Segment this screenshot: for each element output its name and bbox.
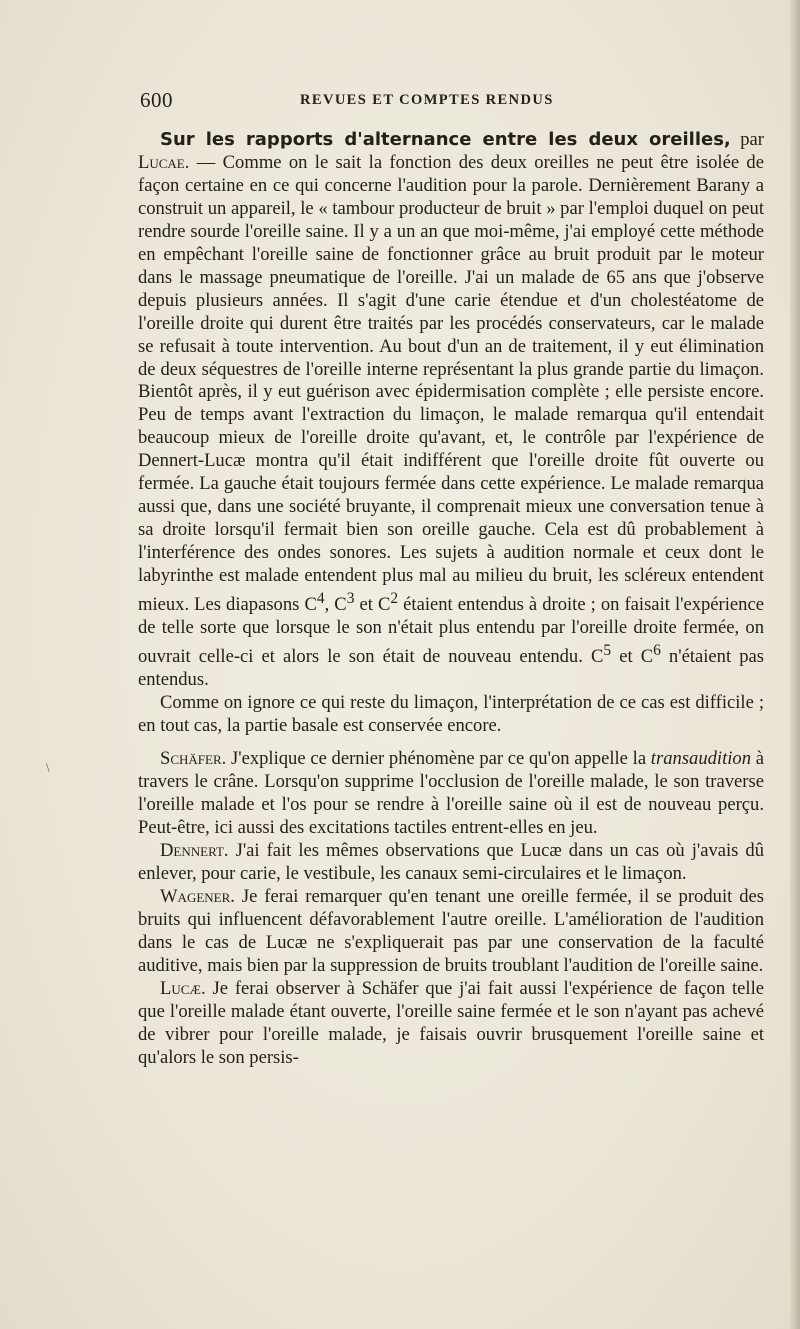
paragraph-schafer — [138, 748, 764, 840]
speaker-name: Schäfer. — [160, 748, 227, 770]
sep-comma: , — [324, 594, 330, 616]
article-title: Sur les rapports d'alternance entre les deux oreilles, — [160, 129, 731, 150]
speaker-text: à travers le crâne. Lorsqu'on supprime l'occlusion de l'oreille malade, le son traverse l'oreille malade et l'os pour se rendre à l'oreille saine où il est de nouveau perçu. Peut-être, ici aussi des excitations tactiles entrent-elles en jeu. — [138, 748, 764, 839]
speaker-text: J'explique ce dernier phénomène par ce qu'on appelle la — [231, 748, 647, 770]
running-head: REVUES ET COMPTES RENDUS — [300, 92, 554, 108]
body-text — [138, 129, 764, 1070]
paragraph-wagener — [138, 886, 764, 978]
paragraph-dennert — [138, 840, 764, 886]
article-author: Lucae. — [138, 151, 190, 173]
sep-and-2: et — [619, 646, 633, 668]
paragraph-interpretation: Comme on ignore ce qui reste du limaçon, l'interprétation de ce cas est difficile ; en tout cas, la partie basale est conservée encore. — [138, 692, 764, 737]
article-by: par — [740, 129, 764, 150]
speaker-text: J'ai fait les mêmes observations que Lucæ dans un cas où j'avais dû enlever, pour carie, le vestibule, les canaux semi-circulaires et le limaçon. — [138, 839, 764, 884]
page-header — [140, 88, 764, 116]
article-body: — Comme on le sait la fonction des deux oreilles ne peut être isolée de façon certaine en ce qui concerne l'audition pour la parole. Dernièrement Barany a construit un appareil, le « tambour producteur de bruit » par l'emploi duquel on peut rendre sourde l'oreille saine. Il y a un an que moi-même, j'ai employé cette méthode en empêchant l'oreille saine de fonctionner grâce au bruit produit par le moteur dans le massage pneumatique de l'oreille. J'ai un malade de 65 ans que j'observe depuis plusieurs années. Il s'agit d'une carie étendue et d'un cholestéatome de l'oreille droite qui durent être traités par les procédés conservateurs, car le malade se refusait à toute intervention. Au bout d'un an de traitement, il y eut élimination de deux séquestres de l'oreille interne représentant la plus grande partie du limaçon. Bientôt après, il y eut guérison avec épidermisation complète ; elle persiste encore. Peu de temps avant l'extraction du limaçon, le malade remarqua qu'il entendait beaucoup mieux de l'oreille droite qu'avant, et, le contrôle par l'expérience de Dennert-Lucæ montra qu'il était indifférent que l'oreille droite fût ouverte ou fermée. La gauche était toujours fermée dans cette expérience. Le malade remarqua aussi que, dans une société bruyante, il comprenait mieux une conversation tenue à sa droite lorsqu'il fermait bien son oreille gauche. Cela est dû probablement à l'interférence des ondes sonores. Les sujets à audition normale et ceux dont le labyrinthe est malade entendent plus mal au milieu du bruit, les scléreux entendent mieux. Les diapasons — [138, 151, 764, 616]
article-body-2: étaient entendus à droite ; on faisait l'expérience de telle sorte que lorsque le son n'était plus entendu par l'oreille droite fermée, on ouvrait celle-ci et alors le son était de nouveau entendu. — [138, 594, 764, 668]
speaker-name: Dennert. — [160, 839, 229, 861]
speaker-text: Je ferai observer à Schäfer que j'ai fait aussi l'expérience de façon telle que l'oreille malade étant ouverte, l'oreille saine fermée et le son n'ayant pas achevé de vibrer pour l'oreille malade, je faisais ouvrir brusquement l'oreille saine et qu'alors le son persis- — [138, 977, 764, 1068]
sep-and-1: et — [359, 594, 373, 616]
paragraph-article — [138, 129, 764, 692]
diapason-c2: $C^2$ — [377, 590, 399, 616]
page-number: 600 — [140, 88, 173, 112]
diapason-c4: $C^4$ — [304, 590, 325, 616]
diapason-c5: $C^5$ — [590, 642, 612, 668]
term-transaudition: transaudition — [650, 748, 752, 770]
speaker-name: Lucæ. — [160, 977, 206, 999]
paragraph-lucae — [138, 978, 764, 1070]
margin-mark: \ — [46, 760, 50, 775]
diapason-c3: $C^3$ — [334, 590, 355, 616]
speaker-text: Je ferai remarquer qu'en tenant une oreille fermée, il se produit des bruits qui influencent défavorablement l'autre oreille. L'amélioration de l'audition dans le cas de Lucæ ne s'expliquerait pas par une conservation de la faculté auditive, mais bien par la suppression de bruits troublant l'audition de l'oreille saine. — [138, 885, 764, 976]
page-edge — [790, 0, 800, 1329]
diapason-c6: $C^6$ — [640, 642, 661, 668]
speaker-name: Wagener. — [160, 885, 235, 907]
article-body-end: n'étaient pas entendus. — [138, 646, 764, 691]
